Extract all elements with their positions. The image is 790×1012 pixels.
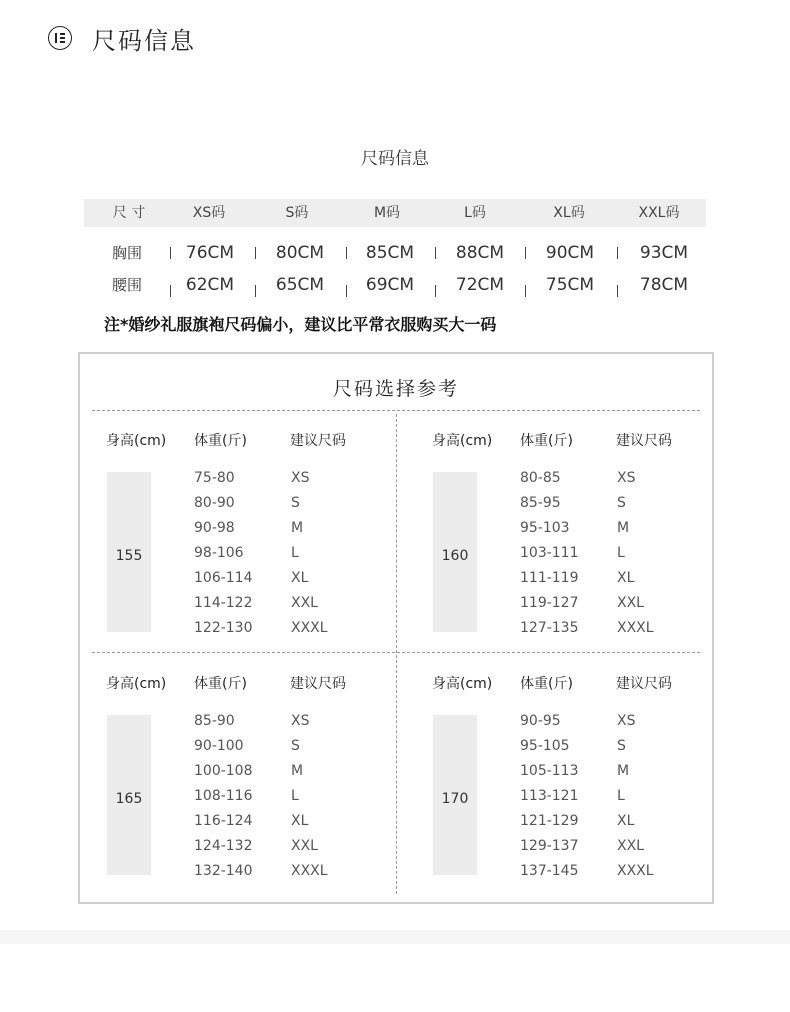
chest-xl: 90CM	[545, 243, 595, 263]
waist-xxl: 78CM	[639, 275, 689, 295]
separator	[255, 247, 256, 259]
height-value: 170	[441, 791, 469, 807]
suggested-size: XL	[291, 570, 309, 586]
size-head-l: L码	[464, 205, 486, 221]
weight-range: 85-90	[194, 713, 235, 729]
weight-range: 127-135	[520, 620, 579, 636]
suggested-size: L	[617, 788, 625, 804]
suggested-size: M	[617, 520, 630, 536]
col-head-size: 建议尺码	[616, 433, 672, 449]
weight-range: 105-113	[520, 763, 579, 779]
suggested-size: L	[291, 545, 299, 561]
weight-range: 90-95	[520, 713, 561, 729]
divider	[92, 410, 700, 411]
size-row-waist	[84, 271, 706, 301]
separator	[346, 285, 347, 297]
separator	[617, 247, 618, 259]
size-row-chest	[84, 239, 706, 269]
suggested-size: XXXL	[617, 863, 654, 879]
suggested-size: XL	[617, 570, 635, 586]
suggested-size: S	[617, 738, 626, 754]
suggested-size: XS	[291, 470, 310, 486]
suggested-size: XXXL	[617, 620, 654, 636]
suggested-size: XL	[617, 813, 635, 829]
separator	[435, 285, 436, 297]
bottom-band	[0, 930, 790, 944]
suggested-size: M	[617, 763, 630, 779]
weight-range: 95-103	[520, 520, 570, 536]
separator	[525, 247, 526, 259]
size-head-m: M码	[373, 205, 401, 221]
chest-m: 85CM	[365, 243, 415, 263]
section-header	[48, 20, 196, 56]
size-table-header	[84, 199, 706, 227]
weight-range: 90-100	[194, 738, 244, 754]
row-label-chest: 胸围	[111, 244, 142, 262]
weight-range: 129-137	[520, 838, 579, 854]
col-head-size: 建议尺码	[290, 676, 346, 692]
weight-range: 106-114	[194, 570, 253, 586]
suggested-size: XXXL	[291, 620, 328, 636]
waist-s: 65CM	[275, 275, 325, 295]
suggested-size: XL	[291, 813, 309, 829]
separator	[255, 285, 256, 297]
weight-range: 114-122	[194, 595, 253, 611]
suggested-size: XXL	[291, 838, 318, 854]
col-head-height: 身高(cm)	[432, 676, 493, 692]
suggested-size: XS	[617, 713, 636, 729]
weight-range: 111-119	[520, 570, 579, 586]
waist-m: 69CM	[365, 275, 415, 295]
size-head-xxl: XXL码	[638, 205, 680, 221]
size-head-xs: XS码	[192, 205, 226, 221]
height-value: 155	[115, 548, 143, 564]
waist-xl: 75CM	[545, 275, 595, 295]
separator	[346, 247, 347, 259]
col-head-weight: 体重(斤)	[520, 676, 573, 692]
weight-range: 85-95	[520, 495, 561, 511]
suggested-size: L	[617, 545, 625, 561]
weight-range: 137-145	[520, 863, 579, 879]
separator	[525, 285, 526, 297]
weight-range: 121-129	[520, 813, 579, 829]
weight-range: 113-121	[520, 788, 579, 804]
chest-xs: 76CM	[185, 243, 235, 263]
weight-range: 80-85	[520, 470, 561, 486]
suggested-size: XXL	[617, 595, 644, 611]
suggested-size: XS	[617, 470, 636, 486]
weight-range: 75-80	[194, 470, 235, 486]
suggested-size: XXL	[291, 595, 318, 611]
suggested-size: M	[291, 520, 304, 536]
weight-range: 80-90	[194, 495, 235, 511]
weight-range: 100-108	[194, 763, 253, 779]
size-head-xl: XL码	[553, 205, 585, 221]
col-head-weight: 体重(斤)	[194, 433, 247, 449]
size-head-s: S码	[285, 205, 309, 221]
waist-l: 72CM	[455, 275, 505, 295]
col-head-height: 身高(cm)	[106, 676, 167, 692]
separator	[435, 247, 436, 259]
weight-range: 103-111	[520, 545, 579, 561]
col-head-weight: 体重(斤)	[520, 433, 573, 449]
col-head-height: 身高(cm)	[432, 433, 493, 449]
weight-range: 116-124	[194, 813, 253, 829]
weight-range: 119-127	[520, 595, 579, 611]
suggested-size: S	[291, 495, 300, 511]
chest-s: 80CM	[275, 243, 325, 263]
suggested-size: M	[291, 763, 304, 779]
separator	[170, 285, 171, 297]
waist-xs: 62CM	[185, 275, 235, 295]
col-head-height: 身高(cm)	[106, 433, 167, 449]
reference-title: 尺码选择参考	[332, 378, 459, 400]
weight-range: 90-98	[194, 520, 235, 536]
suggested-size: XXL	[617, 838, 644, 854]
suggested-size: S	[617, 495, 626, 511]
height-value: 160	[441, 548, 469, 564]
divider	[396, 414, 397, 894]
section-title: 尺码信息	[92, 26, 196, 55]
size-reference-panel	[78, 352, 714, 904]
weight-range: 132-140	[194, 863, 253, 879]
weight-range: 122-130	[194, 620, 253, 636]
list-circle-icon	[48, 26, 72, 50]
col-head-weight: 体重(斤)	[194, 676, 247, 692]
suggested-size: XXXL	[291, 863, 328, 879]
col-head-size: 建议尺码	[290, 433, 346, 449]
weight-range: 95-105	[520, 738, 570, 754]
size-note: 注*婚纱礼服旗袍尺码偏小，建议比平常衣服购买大一码	[104, 315, 497, 334]
chest-l: 88CM	[455, 243, 505, 263]
height-value: 165	[115, 791, 143, 807]
size-head-label: 尺 寸	[112, 205, 146, 221]
weight-range: 98-106	[194, 545, 244, 561]
suggested-size: XS	[291, 713, 310, 729]
weight-range: 108-116	[194, 788, 253, 804]
suggested-size: L	[291, 788, 299, 804]
suggested-size: S	[291, 738, 300, 754]
weight-range: 124-132	[194, 838, 253, 854]
col-head-size: 建议尺码	[616, 676, 672, 692]
chest-xxl: 93CM	[639, 243, 689, 263]
row-label-waist: 腰围	[111, 276, 142, 294]
separator	[170, 247, 171, 259]
separator	[617, 285, 618, 297]
size-info-title: 尺码信息	[361, 149, 429, 169]
